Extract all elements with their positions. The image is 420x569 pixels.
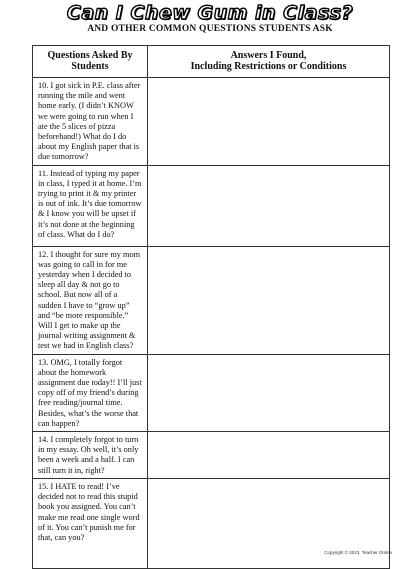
copyright-notice: Copyright © 2013, Teacher Online [324,550,392,555]
answer-cell[interactable] [148,246,390,354]
table-header-row [33,46,390,78]
answers-column-label-line2: Including Restrictions or Conditions [190,61,347,72]
question-cell: 13. OMG, I totally forgot about the homework assignment due today!! I’ll just copy off of my friend’s during free reading/journal time. Besides, what’s the worse that can happen? [33,354,148,431]
answer-cell[interactable] [148,354,390,431]
questions-column-label: Questions Asked By Students [47,50,133,72]
answer-cell[interactable] [148,78,390,166]
page-subtitle: AND OTHER COMMON QUESTIONS STUDENTS ASK [87,24,333,34]
answer-cell[interactable] [148,432,390,479]
table-row [33,432,390,479]
question-cell: 14. I completely forgot to turn in my essay. Oh well, it’s only been a week and a half. I can still turn it in, right? [33,432,148,479]
question-cell: 15. I HATE to read! I’ve decided not to read this stupid book you assigned. You can’t make me read one single word of it. You can’t punish me for that, can you? [33,478,148,568]
question-cell: 12. I thought for sure my mom was going to call in for me yesterday when I decided to sleep all day & not go to school. But now all of a sudden I have to “grow up” and “be more responsible.” Will I get to make up the journal writing assignment & test we had in English class? [33,246,148,354]
answer-cell[interactable] [148,165,390,246]
table-row [33,354,390,431]
table-row [33,165,390,246]
page-title: Can I Chew Gum in Class? [66,2,354,24]
answers-column-header [148,46,390,78]
questions-column-header [33,46,148,78]
question-cell: 10. I got sick in P.E. class after running the mile and went home early. (I didn’t KNOW we were going to run when I ate the 5 slices of pizza beforehand!) What do I do about my English paper that is due tomorrow? [33,78,148,166]
table-row [33,78,390,166]
table-row [33,246,390,354]
question-cell: 11. Instead of typing my paper in class, I typed it at home. I’m trying to print it & my printer is out of ink. It’s due tomorrow & I know you will be upset if it’s not done at the beginning of class. What do I do? [33,165,148,246]
questions-table [32,45,390,569]
answers-column-label-line1: Answers I Found, [230,50,307,61]
